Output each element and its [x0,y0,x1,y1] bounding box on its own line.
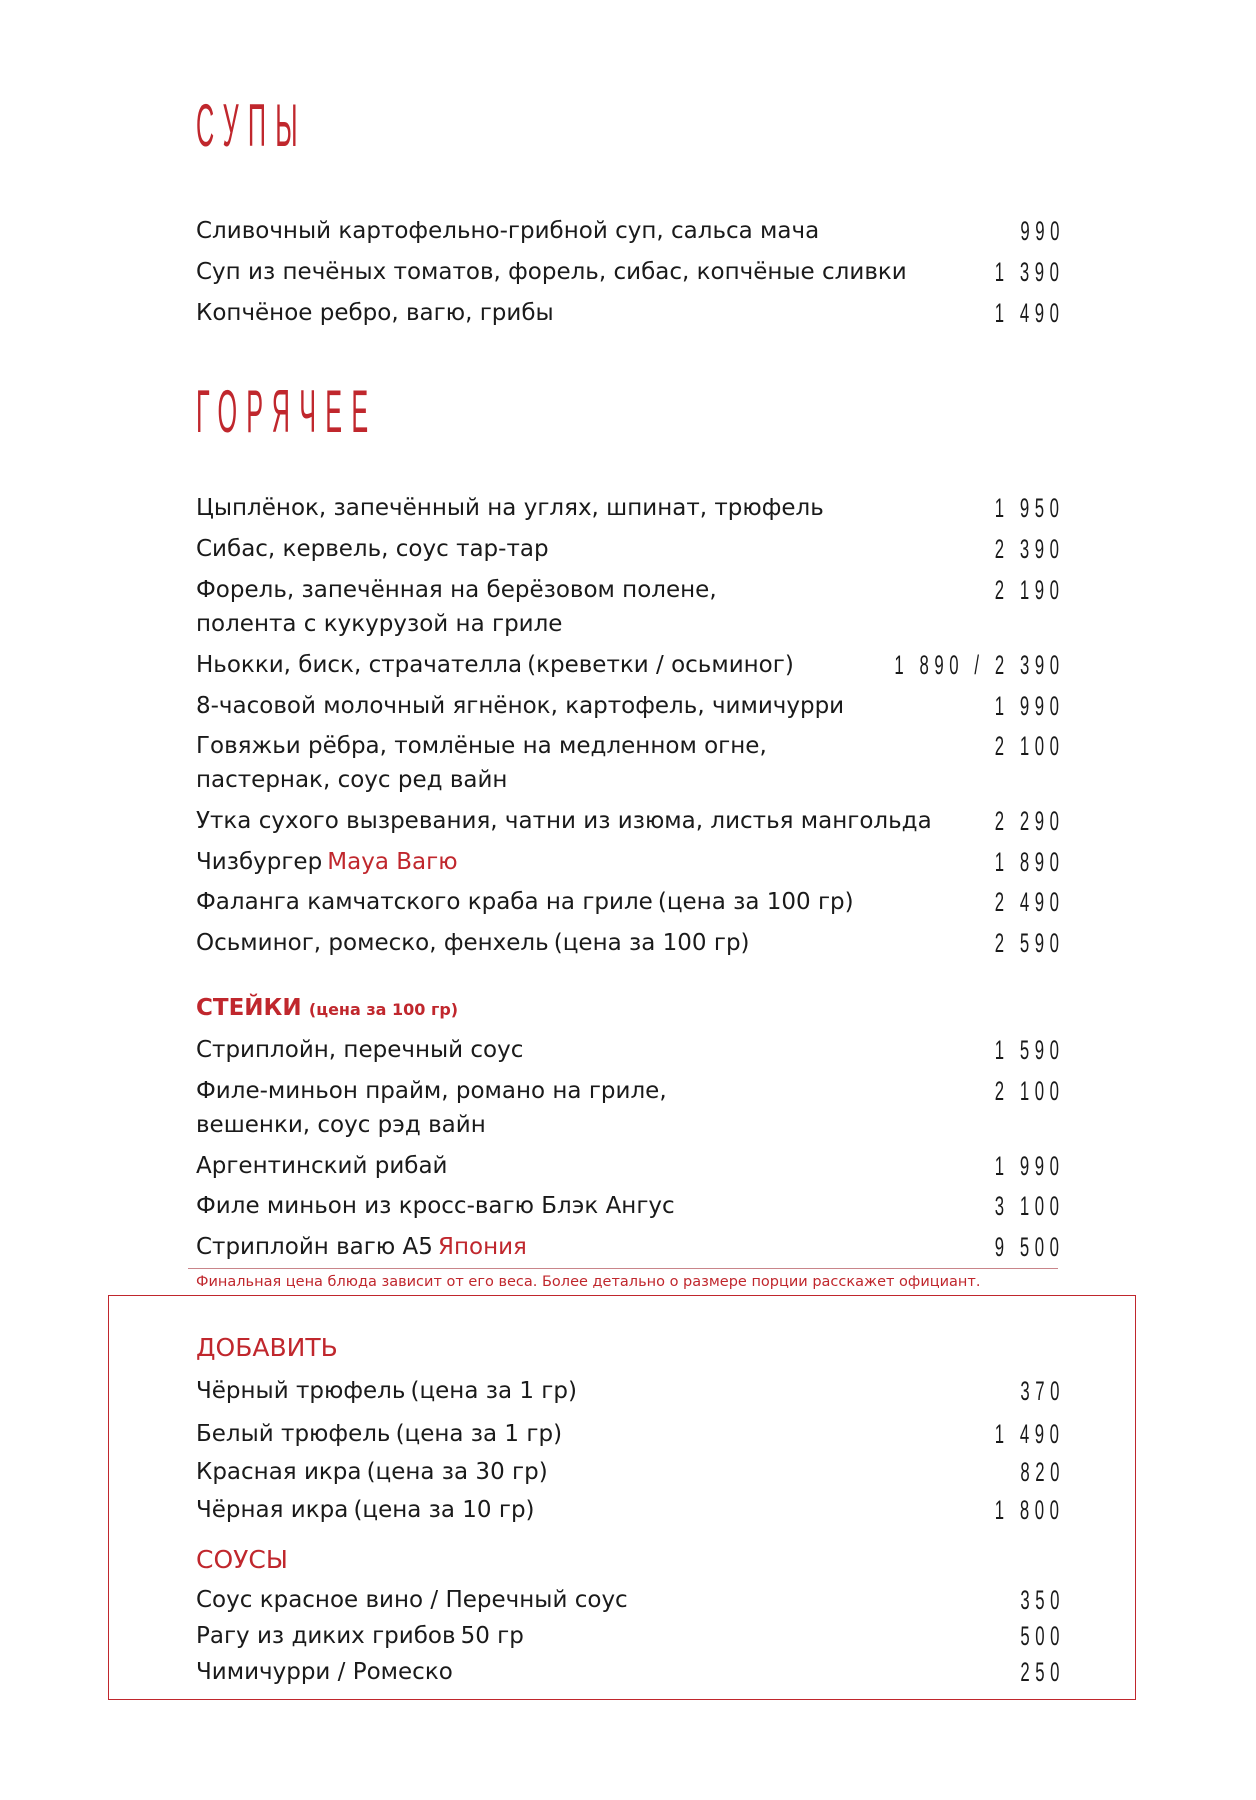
steaks-title: СТЕЙКИ [196,995,302,1021]
item-note: (цена за 100 гр) [657,889,854,915]
section-title-soups: СУПЫ [196,92,307,159]
item-price: 1 390 [995,257,1065,287]
item-price: 990 [1020,216,1065,246]
item-name-line2: полента с кукурузой на гриле [196,611,563,637]
menu-item [196,729,1065,797]
menu-item [196,885,1065,919]
item-note: (цена за 30 гр) [366,1459,548,1485]
item-price: 1 490 [995,1419,1065,1449]
menu-item [196,1455,1065,1489]
item-name: 8-часовой молочный ягнёнок, картофель, чимичурри [196,693,845,719]
menu-item [196,491,1065,525]
item-name: Утка сухого вызревания, чатни из изюма, листья мангольда [196,808,932,834]
item-price: 250 [1020,1657,1065,1687]
item-price: 370 [1020,1376,1065,1406]
section-title-steaks [196,993,458,1025]
menu-item [196,1374,1065,1408]
menu-item [196,573,1065,641]
steaks-title-note: (цена за 100 гр) [308,1000,459,1019]
item-name: Соус красное вино / Перечный соус [196,1587,628,1613]
item-name: Сливочный картофельно-грибной суп, сальса мача [196,218,820,244]
item-name: Филе миньон из кросс-вагю Блэк Ангус [196,1193,675,1219]
item-name: Ньокки, биск, страчателла [196,652,523,678]
item-price: 3 100 [995,1191,1065,1221]
item-name: Чимичурри / Ромеско [196,1659,453,1685]
item-price: 2 490 [995,887,1065,917]
item-price: 2 190 [995,575,1065,605]
item-price: 350 [1020,1585,1065,1615]
item-price: 1 890 / 2 390 [894,650,1065,680]
item-name: Сибас, кервель, соус тар-тар [196,536,549,562]
menu-item [196,1230,1065,1264]
item-price: 9 500 [995,1232,1065,1262]
item-note: (креветки / осьминог) [527,652,794,678]
menu-item [196,1619,1065,1653]
item-price: 1 800 [995,1495,1065,1525]
menu-item [196,1149,1065,1183]
item-price: 1 890 [995,847,1065,877]
item-price: 2 100 [995,731,1065,761]
item-name: Красная икра [196,1459,362,1485]
section-title-hot: ГОРЯЧЕЕ [196,378,378,445]
item-name: Чёрная икра [196,1497,349,1523]
item-name: Осьминог, ромеско, фенхель [196,930,549,956]
menu-item [196,296,1065,330]
item-note: (цена за 1 гр) [410,1378,577,1404]
menu-item [196,1033,1065,1067]
item-note: 50 гр [460,1623,524,1649]
item-price: 2 590 [995,928,1065,958]
item-name: Форель, запечённая на берёзовом полене, [196,577,717,603]
item-name: Стриплойн вагю А5 [196,1234,433,1260]
item-price: 2 100 [995,1076,1065,1106]
menu-item [196,1074,1065,1142]
menu-item [196,926,1065,960]
item-price: 1 990 [995,1151,1065,1181]
steaks-footnote: Финальная цена блюда зависит от его веса. Более детально о размере порции расскажет официант. [196,1274,981,1290]
item-name-line2: вешенки, соус рэд вайн [196,1112,486,1138]
item-note: (цена за 100 гр) [553,930,750,956]
item-name: Говяжьи рёбра, томлёные на медленном огне, [196,733,767,759]
item-name: Чёрный трюфель [196,1378,406,1404]
menu-item [196,214,1065,248]
item-name: Копчёное ребро, вагю, грибы [196,300,554,326]
item-name: Суп из печёных томатов, форель, сибас, копчёные сливки [196,259,907,285]
item-name-line2: пастернак, соус ред вайн [196,767,508,793]
item-note: (цена за 1 гр) [395,1421,563,1447]
menu-item [196,1583,1065,1617]
menu-item [196,1493,1065,1527]
item-name: Стриплойн, перечный соус [196,1037,524,1063]
menu-item [196,255,1065,289]
item-highlight: Япония [437,1234,527,1260]
item-price: 2 290 [995,806,1065,836]
menu-item [196,804,1065,838]
steaks-divider [188,1268,1058,1269]
item-name: Белый трюфель [196,1421,391,1447]
item-price: 820 [1020,1457,1065,1487]
item-price: 1 990 [995,691,1065,721]
menu-item [196,1417,1065,1451]
item-name: Рагу из диких грибов [196,1623,456,1649]
section-title-add: ДОБАВИТЬ [196,1333,338,1362]
menu-item [196,1189,1065,1223]
item-name: Цыплёнок, запечённый на углях, шпинат, трюфель [196,495,824,521]
item-price: 2 390 [995,534,1065,564]
item-note: (цена за 10 гр) [353,1497,535,1523]
item-price: 1 950 [995,493,1065,523]
menu-item [196,845,1065,879]
menu-item [196,648,1065,682]
item-price: 1 590 [995,1035,1065,1065]
menu-item [196,1655,1065,1689]
item-price: 500 [1020,1621,1065,1651]
menu-item [196,532,1065,566]
menu-item [196,689,1065,723]
item-price: 1 490 [995,298,1065,328]
item-name: Чизбургер [196,849,323,875]
section-title-sauces: СОУСЫ [196,1545,288,1574]
item-name: Аргентинский рибай [196,1153,448,1179]
item-highlight: Maya Вагю [327,849,458,875]
item-name: Фаланга камчатского краба на гриле [196,889,653,915]
item-name: Филе-миньон прайм, романо на гриле, [196,1078,667,1104]
